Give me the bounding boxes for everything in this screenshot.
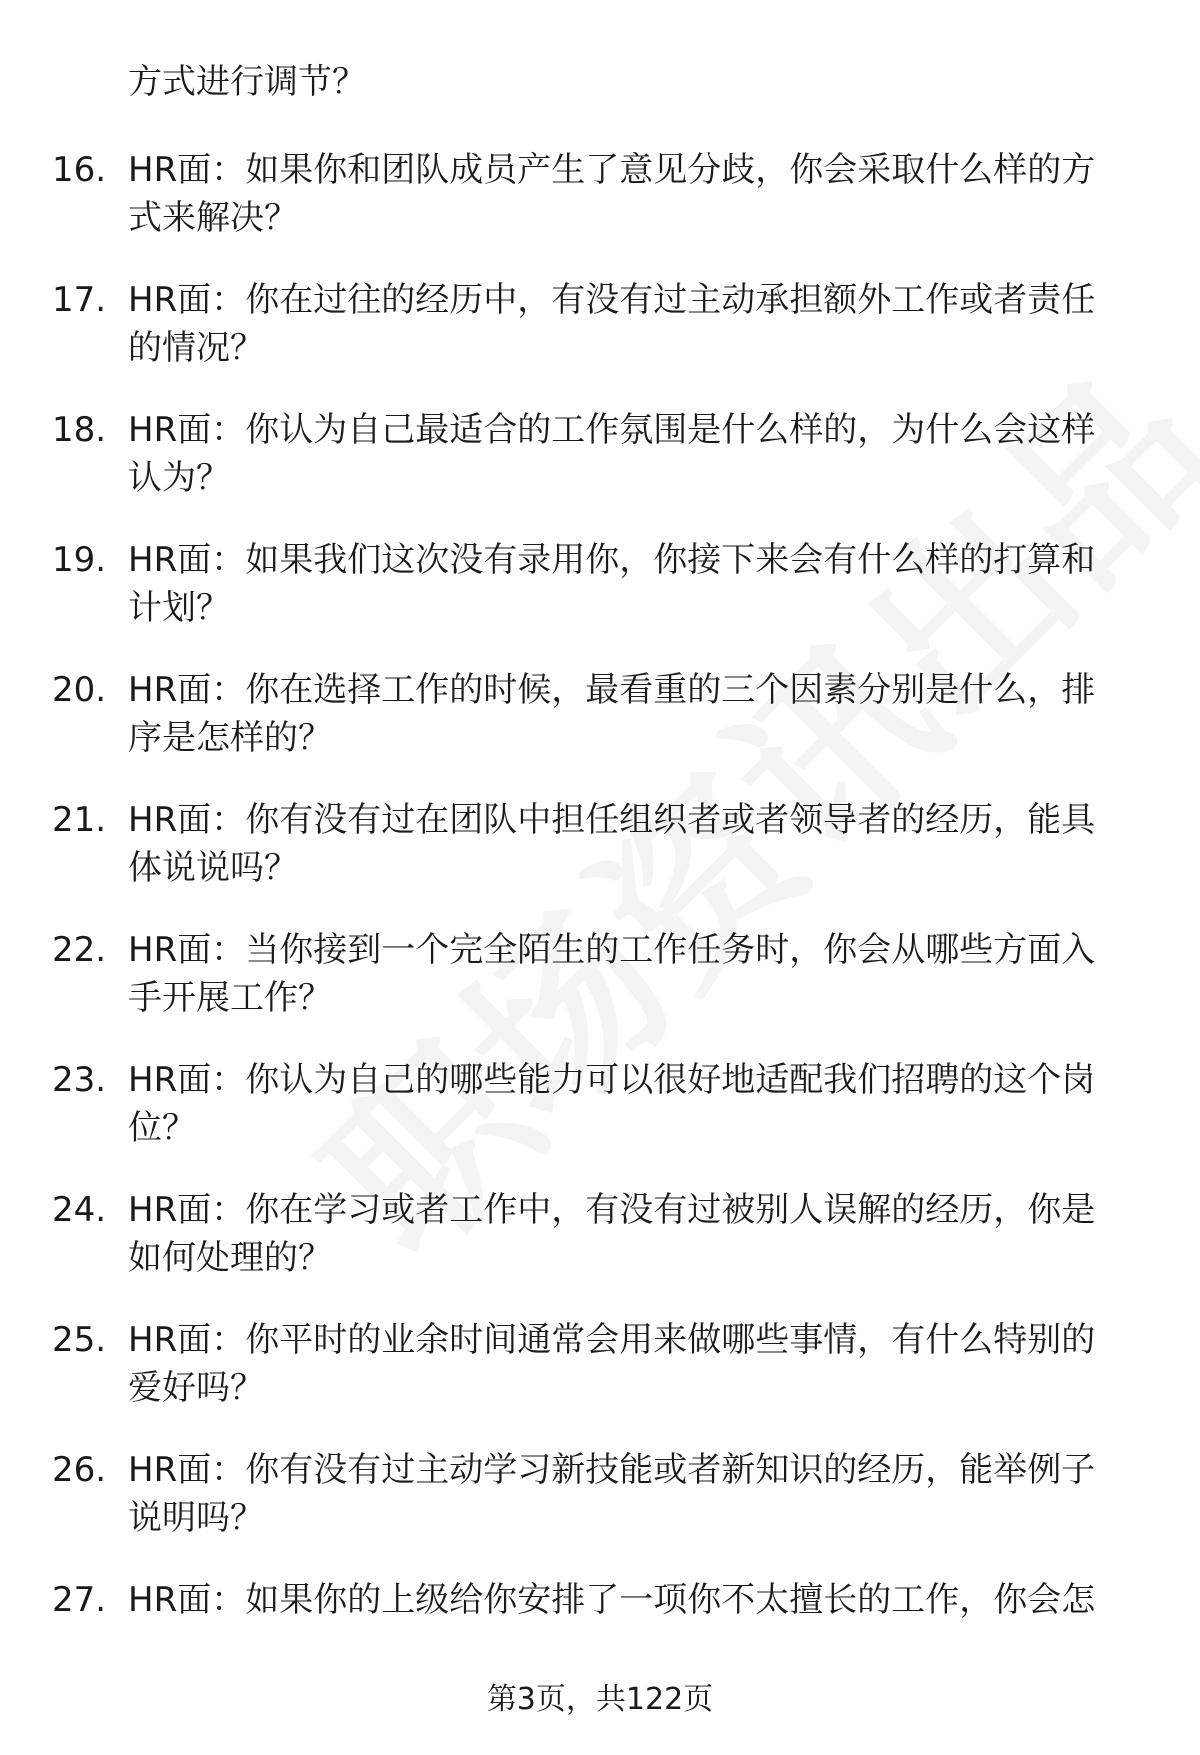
question-number: 26. [52, 1450, 107, 1490]
question-number: 19. [52, 540, 107, 580]
question-number: 24. [52, 1190, 107, 1230]
question-text-line-1: HR面：当你接到一个完全陌生的工作任务时，你会从哪些方面入 [128, 930, 1096, 970]
question-number: 20. [52, 670, 107, 710]
question-list [0, 146, 1200, 1706]
question-text-line-2: 爱好吗？ [128, 1368, 264, 1408]
question-item-18 [0, 406, 1200, 536]
question-item-23 [0, 1056, 1200, 1186]
question-text-line-1: HR面：你平时的业余时间通常会用来做哪些事情，有什么特别的 [128, 1320, 1096, 1360]
question-text-line-2: 式来解决？ [128, 198, 298, 238]
question-text-line-1: HR面：你在选择工作的时候，最看重的三个因素分别是什么，排 [128, 670, 1096, 710]
question-text-line-1: HR面：你认为自己最适合的工作氛围是什么样的，为什么会这样 [128, 410, 1096, 450]
question-item-25 [0, 1316, 1200, 1446]
question-text-line-2: 计划？ [128, 588, 230, 628]
continued-question-text: 方式进行调节？ [128, 62, 366, 102]
question-item-20 [0, 666, 1200, 796]
question-text-line-1: HR面：你在过往的经历中，有没有过主动承担额外工作或者责任 [128, 280, 1096, 320]
question-number: 27. [52, 1580, 107, 1620]
question-text-line-1: HR面：如果你的上级给你安排了一项你不太擅长的工作，你会怎 [128, 1580, 1096, 1620]
question-number: 18. [52, 410, 107, 450]
question-item-19 [0, 536, 1200, 666]
question-item-17 [0, 276, 1200, 406]
question-item-26 [0, 1446, 1200, 1576]
question-item-16 [0, 146, 1200, 276]
question-text-line-2: 的情况？ [128, 328, 264, 368]
page-number-footer: 第3页，共122页 [486, 1682, 714, 1717]
question-text-line-1: HR面：你认为自己的哪些能力可以很好地适配我们招聘的这个岗 [128, 1060, 1096, 1100]
question-text-line-1: HR面：如果你和团队成员产生了意见分歧，你会采取什么样的方 [128, 150, 1096, 190]
question-text-line-2: 手开展工作？ [128, 978, 332, 1018]
question-text-line-1: HR面：你在学习或者工作中，有没有过被别人误解的经历，你是 [128, 1190, 1096, 1230]
question-number: 21. [52, 800, 107, 840]
question-number: 16. [52, 150, 107, 190]
question-text-line-2: 体说说吗？ [128, 848, 298, 888]
question-number: 22. [52, 930, 107, 970]
question-number: 25. [52, 1320, 107, 1360]
question-text-line-1: HR面：你有没有过在团队中担任组织者或者领导者的经历，能具 [128, 800, 1096, 840]
question-text-line-2: 说明吗？ [128, 1498, 264, 1538]
question-text-line-2: 认为？ [128, 458, 230, 498]
question-item-22 [0, 926, 1200, 1056]
question-text-line-1: HR面：如果我们这次没有录用你，你接下来会有什么样的打算和 [128, 540, 1096, 580]
question-text-line-2: 位？ [128, 1108, 196, 1148]
question-text-line-2: 序是怎样的？ [128, 718, 332, 758]
question-number: 17. [52, 280, 107, 320]
question-number: 23. [52, 1060, 107, 1100]
question-item-21 [0, 796, 1200, 926]
question-text-line-1: HR面：你有没有过主动学习新技能或者新知识的经历，能举例子 [128, 1450, 1096, 1490]
question-text-line-2: 如何处理的？ [128, 1238, 332, 1278]
question-item-24 [0, 1186, 1200, 1316]
